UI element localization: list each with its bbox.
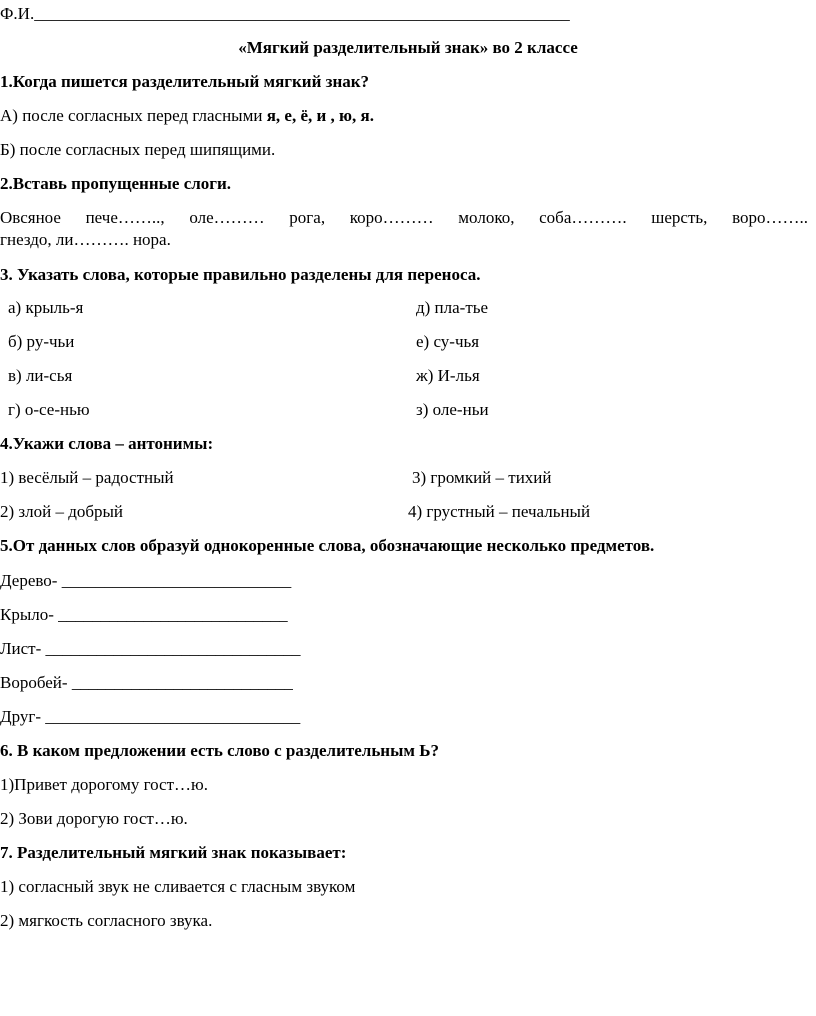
word-blank-list bbox=[0, 639, 301, 659]
option-3a: а) крыль-я bbox=[8, 298, 84, 317]
word-label: Лист- bbox=[0, 639, 42, 658]
answer-1a bbox=[0, 106, 374, 126]
answer-blank[interactable]: ______________________________ bbox=[45, 707, 301, 726]
page-title: «Мягкий разделительный знак» во 2 классе bbox=[238, 38, 578, 57]
word-blank-krylo bbox=[0, 605, 288, 625]
word-label: Крыло- bbox=[0, 605, 54, 624]
option-3g: г) о-се-нью bbox=[8, 400, 90, 419]
option-3zh: ж) И-лья bbox=[416, 366, 480, 385]
option-6-2: 2) Зови дорогую гост…ю. bbox=[0, 809, 188, 828]
option-3b: б) ру-чьи bbox=[8, 332, 75, 351]
question-2-text-line1: Овсяное пече…….., оле……… рога, коро……… молоко, соба………. шерсть, воро…….. bbox=[0, 208, 808, 227]
word-blank-derevo bbox=[0, 571, 291, 591]
question-6: 6. В каком предложении есть слово с разделительным Ь? bbox=[0, 741, 439, 760]
answer-blank[interactable]: __________________________ bbox=[71, 673, 293, 692]
word-label: Дерево- bbox=[0, 571, 58, 590]
option-4-4: 4) грустный – печальный bbox=[408, 502, 591, 521]
answer-1b: Б) после согласных перед шипящими. bbox=[0, 140, 276, 159]
option-4-3: 3) громкий – тихий bbox=[412, 468, 552, 487]
word-blank-vorobey bbox=[0, 673, 293, 693]
question-2: 2.Вставь пропущенные слоги. bbox=[0, 174, 232, 193]
option-4-1: 1) весёлый – радостный bbox=[0, 468, 174, 487]
question-2-text-line2: гнездо, ли………. нора. bbox=[0, 230, 171, 249]
option-3d: д) пла-тье bbox=[416, 298, 489, 317]
answer-1a-vowels: я, е, ё, и , ю, я. bbox=[266, 106, 374, 125]
option-6-1: 1)Привет дорогому гост…ю. bbox=[0, 775, 208, 794]
answer-blank[interactable]: ___________________________ bbox=[61, 571, 292, 590]
name-line: _______________________________________________________________ bbox=[34, 4, 570, 23]
name-field bbox=[0, 4, 570, 24]
option-7-2: 2) мягкость согласного звука. bbox=[0, 911, 213, 930]
option-7-1: 1) согласный звук не сливается с гласным звуком bbox=[0, 877, 356, 896]
question-5: 5.От данных слов образуй однокоренные слова, обозначающие несколько предметов. bbox=[0, 536, 655, 555]
word-label: Друг- bbox=[0, 707, 42, 726]
option-3z: з) оле-ньи bbox=[416, 400, 489, 419]
question-7: 7. Разделительный мягкий знак показывает: bbox=[0, 843, 347, 862]
question-4: 4.Укажи слова – антонимы: bbox=[0, 434, 214, 453]
answer-blank[interactable]: ______________________________ bbox=[45, 639, 301, 658]
option-4-2: 2) злой – добрый bbox=[0, 502, 124, 521]
question-1: 1.Когда пишется разделительный мягкий знак? bbox=[0, 72, 370, 91]
question-3: 3. Указать слова, которые правильно разделены для переноса. bbox=[0, 265, 481, 284]
option-3v: в) ли-сья bbox=[8, 366, 73, 385]
answer-1a-text: А) после согласных перед гласными bbox=[0, 106, 267, 125]
answer-blank[interactable]: ___________________________ bbox=[58, 605, 288, 624]
option-3e: е) су-чья bbox=[416, 332, 480, 351]
name-label: Ф.И. bbox=[0, 4, 35, 23]
word-blank-drug bbox=[0, 707, 300, 727]
word-label: Воробей- bbox=[0, 673, 68, 692]
